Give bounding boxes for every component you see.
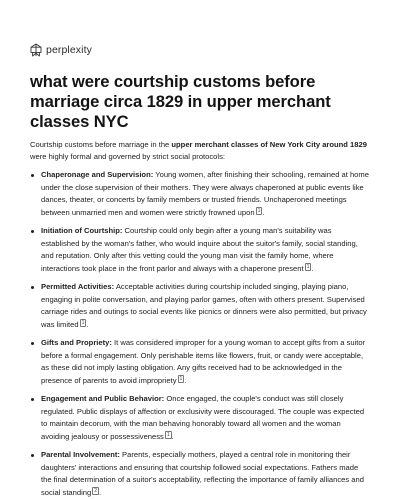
brand-name: perplexity [46, 44, 92, 56]
citation-badge[interactable]: 1 [257, 207, 261, 214]
list-item-heading: Permitted Activities: [41, 282, 115, 291]
list-item-tail: . [171, 431, 174, 441]
list-item-tail: . [262, 207, 265, 217]
list-item-tail: . [311, 263, 314, 273]
list-item-text: It was considered improper for a young woman to accept gifts from a suitor before a formal engagement. Only perishable items like flowers, fruit, or candy were acceptable, as these did not imply lasting obligation. Any gifts received had to be acknowledged in the presence of parents to avoid impropriety [41, 338, 366, 385]
list-item-heading: Chaperonage and Supervision: [41, 170, 154, 179]
list-item-tail: . [99, 487, 102, 497]
list-item-heading: Engagement and Public Behavior: [41, 394, 165, 403]
list-item [30, 337, 370, 387]
list-item-heading: Parental Involvement: [41, 450, 120, 459]
list-item [30, 393, 370, 443]
list-item [30, 449, 370, 499]
citation-badge[interactable]: 1 [166, 431, 170, 438]
intro-text-end: were highly formal and governed by strict social protocols: [30, 152, 225, 161]
list-item [30, 225, 370, 275]
answer-intro [30, 139, 370, 163]
citation-badge[interactable]: 2 [94, 487, 98, 494]
list-item-tail: . [86, 319, 89, 329]
citation-badge[interactable]: 1 [81, 319, 85, 326]
citation-badge[interactable]: 1 [306, 263, 310, 270]
list-item-tail: . [184, 375, 187, 385]
list-item-text: Courtship could only begin after a young man's suitability was established by the woman's father, who would inquire about the suitor's family, social standing, and reputation. Only after this vetting could the young man visit the family home, where interactions took place in the front parlor and always with a chaperone present [41, 226, 358, 273]
list-item [30, 169, 370, 219]
list-item-text: Acceptable activities during courtship included singing, playing piano, engaging in polite conversation, and playing parlor games, often with others present. Supervised carriage rides and outings to social events like picnics or dinners were also permitted, but privacy was limited [41, 282, 367, 329]
list-item-heading: Initiation of Courtship: [41, 226, 123, 235]
intro-text: Courtship customs before marriage in the [30, 140, 172, 149]
page-title: what were courtship customs before marriage circa 1829 in upper merchant classes NYC [30, 72, 331, 131]
list-item-text: Parents, especially mothers, played a central role in monitoring their daughters' interactions and ensuring that courtship followed social expectations. Fathers made the final determination of a suitor's acceptability, reflecting the importance of family alliances and social standing [41, 450, 364, 497]
list-item [30, 281, 370, 331]
list-item-text: Young women, after finishing their schooling, remained at home under the close supervision of their mothers. They were always chaperoned at public events like dances, theater, or concerts by family members or trusted friends. Unchaperoned meetings between unmarried men and women were strictly frowned upon [41, 170, 369, 217]
perplexity-logo-icon [30, 43, 42, 57]
intro-highlight: upper merchant classes of New York City around 1829 [171, 140, 367, 149]
list-item-text: Once engaged, the couple's conduct was still closely regulated. Public displays of affection or exclusivity were discouraged. The couple was expected to maintain decorum, with the man behaving honorably toward all women and the woman avoiding jealousy or possessiveness [41, 394, 365, 441]
list-item-heading: Gifts and Propriety: [41, 338, 112, 347]
answer-list [30, 169, 370, 499]
brand-header[interactable] [30, 43, 370, 57]
citation-badge[interactable]: 1 [179, 375, 183, 382]
